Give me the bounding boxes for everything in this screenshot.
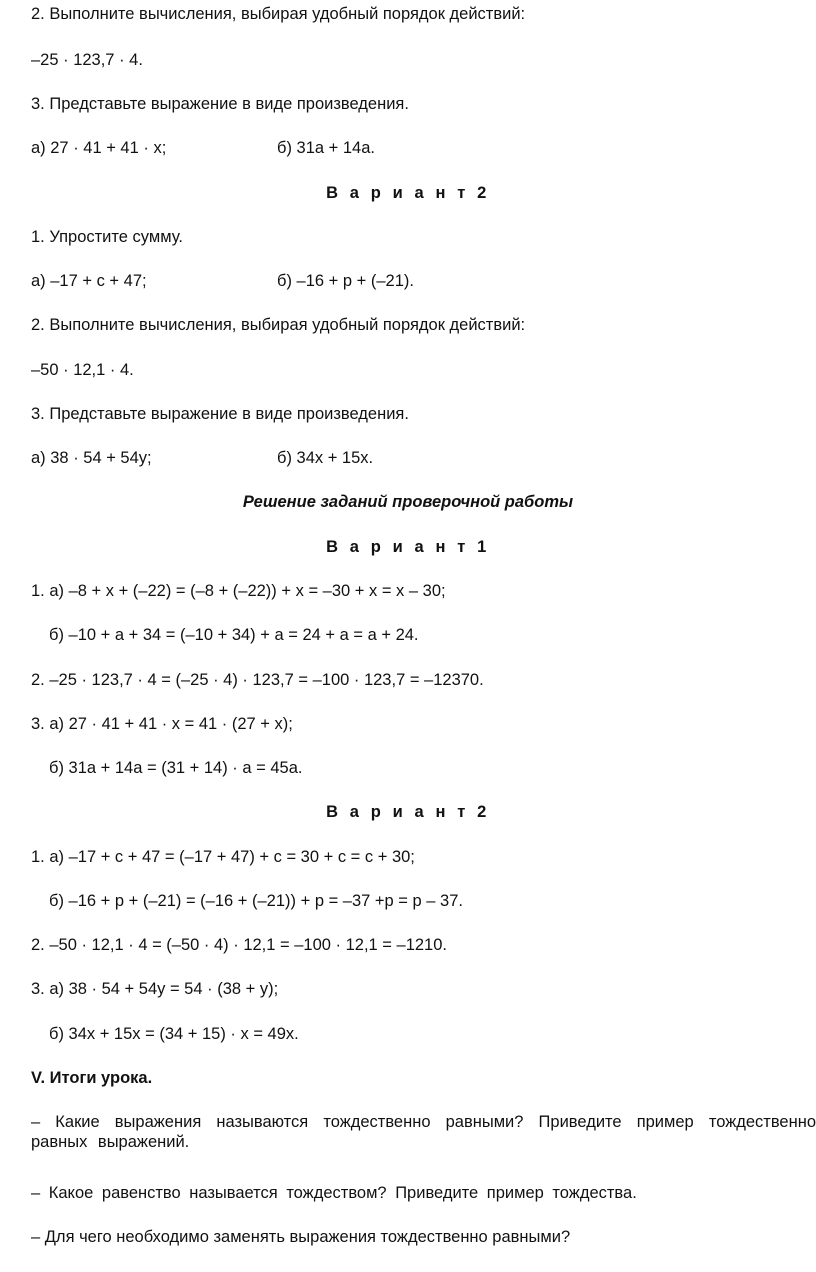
summary-heading: V. Итоги урока. [31, 1069, 153, 1087]
v1-solution-1b: б) –10 + a + 34 = (–10 + 34) + a = 24 + a = a + 24. [49, 626, 419, 644]
v2-task1-text: 1. Упростите сумму. [31, 228, 183, 246]
summary-question-2: – Какое равенство называется тождеством? Приведите пример тождества. [31, 1184, 637, 1202]
solutions-variant1-heading: В а р и а н т 1 [326, 538, 490, 556]
v2-solution-1b: б) –16 + p + (–21) = (–16 + (–21)) + p = –37 +p = p – 37. [49, 892, 463, 910]
v2-task2-expression: –50 · 12,1 · 4. [31, 361, 134, 379]
v2-solution-3a: 3. а) 38 · 54 + 54y = 54 · (38 + y); [31, 980, 279, 998]
v2-task1-option-a: а) –17 + c + 47; [31, 272, 147, 290]
task3-options [31, 138, 375, 158]
summary-question-3: – Для чего необходимо заменять выражения тождественно равными? [31, 1228, 571, 1246]
task3-option-a: а) 27 · 41 + 41 · x; [31, 139, 167, 157]
v2-task3-text: 3. Представьте выражение в виде произведения. [31, 405, 409, 423]
v2-task1-option-b: б) –16 + p + (–21). [277, 272, 414, 290]
v2-solution-1a: 1. а) –17 + c + 47 = (–17 + 47) + c = 30 + c = c + 30; [31, 848, 415, 866]
v2-task2-text: 2. Выполните вычисления, выбирая удобный порядок действий: [31, 316, 526, 334]
v2-task3-option-a: а) 38 · 54 + 54y; [31, 449, 152, 467]
variant2-heading: В а р и а н т 2 [326, 184, 490, 202]
v1-solution-2: 2. –25 · 123,7 · 4 = (–25 · 4) · 123,7 = –100 · 123,7 = –12370. [31, 671, 484, 689]
v2-solution-2: 2. –50 · 12,1 · 4 = (–50 · 4) · 12,1 = –100 · 12,1 = –1210. [31, 936, 447, 954]
v1-solution-3a: 3. а) 27 · 41 + 41 · x = 41 · (27 + x); [31, 715, 293, 733]
v1-solution-1a: 1. а) –8 + x + (–22) = (–8 + (–22)) + x = –30 + x = x – 30; [31, 582, 446, 600]
task2-text: 2. Выполните вычисления, выбирая удобный порядок действий: [31, 5, 526, 23]
solutions-variant2-heading: В а р и а н т 2 [326, 803, 490, 821]
v2-task3-options [31, 448, 374, 468]
task3-option-b: б) 31a + 14a. [277, 139, 375, 157]
v2-task1-options [31, 271, 414, 291]
task2-expression: –25 · 123,7 · 4. [31, 51, 143, 69]
solutions-title: Решение заданий проверочной работы [242, 493, 574, 511]
summary-question-1 [0, 1112, 816, 1152]
summary-question-1-text: – Какие выражения называются тождественно равными? Приведите пример тождественно равных выражений. [31, 1113, 816, 1151]
v2-task3-option-b: б) 34x + 15x. [277, 449, 374, 467]
v2-solution-3b: б) 34x + 15x = (34 + 15) · x = 49x. [49, 1025, 299, 1043]
v1-solution-3b: б) 31a + 14a = (31 + 14) · a = 45a. [49, 759, 303, 777]
task3-text: 3. Представьте выражение в виде произведения. [31, 95, 409, 113]
